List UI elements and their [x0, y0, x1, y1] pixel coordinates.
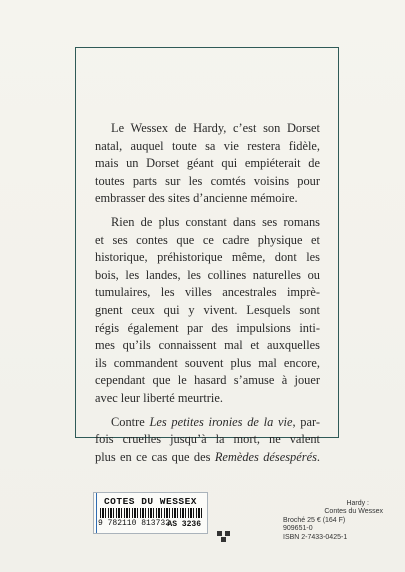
text-line: et ses contes que ce cadre physique et [95, 232, 320, 247]
text-line [95, 414, 320, 432]
info-author: Hardy : [346, 500, 369, 507]
price-info [283, 500, 383, 542]
text-line: cependant que le hasard s’amuse à jouer [95, 373, 320, 388]
text-line: Rien de plus constant dans ses romans [111, 214, 320, 229]
info-price: Broché 25 € (164 F) [283, 516, 346, 524]
text-line: historique, préhistorique même, dont les [95, 250, 320, 265]
text-line: régis également par des impulsions inti- [95, 320, 320, 335]
text-line [95, 449, 320, 467]
text-line: avec leur liberté meurtrie. [95, 390, 223, 405]
publisher-logo-icon [217, 531, 231, 545]
text-line: Le Wessex de Hardy, c’est son Dorset [111, 121, 320, 135]
book-title: Remèdes désespérés [214, 449, 317, 464]
text-run: . [316, 449, 321, 464]
info-isbn: ISBN 2-7433-0425-1 [283, 533, 348, 541]
barcode-number: 9 782110 813732 [98, 519, 171, 528]
library-label [93, 492, 208, 534]
info-title: Contes du Wessex [324, 508, 383, 516]
info-ref: 909651-0 [283, 525, 313, 533]
text-line: gnent ceux qui y vivent. Lesquels sont [95, 302, 320, 317]
text-run: Contre [111, 414, 150, 429]
text-line: toutes parts sur les comtés voisins pour [95, 173, 320, 188]
label-title: COTES DU WESSEX [103, 496, 197, 507]
book-title: Les petites ironies de la vie [149, 414, 293, 429]
shelf-code: AS 3236 [167, 520, 201, 529]
text-line: embrasser des sites d’ancienne mémoire. [95, 191, 298, 206]
text-line: tumulaires, les villes ancestrales imprè- [95, 285, 320, 300]
text-line: ils commandent souvent plus mal encore, [95, 355, 320, 370]
text-line: mais un Dorset géant qui empiéterait de [95, 156, 320, 171]
text-line: natal, auquel toute sa vie restera fidèle, [95, 138, 320, 153]
text-run: plus en ce cas que des [95, 449, 215, 464]
barcode [100, 508, 203, 518]
text-run: , par- [292, 414, 320, 429]
text-line: bois, les landes, les collines naturelles ou [95, 267, 320, 282]
text-line: mes qu’ils connaissent mal et auxquelles [95, 338, 320, 353]
blurb-text [95, 120, 320, 466]
text-line: fois cruelles jusqu’à la mort, ne valent [95, 432, 320, 447]
